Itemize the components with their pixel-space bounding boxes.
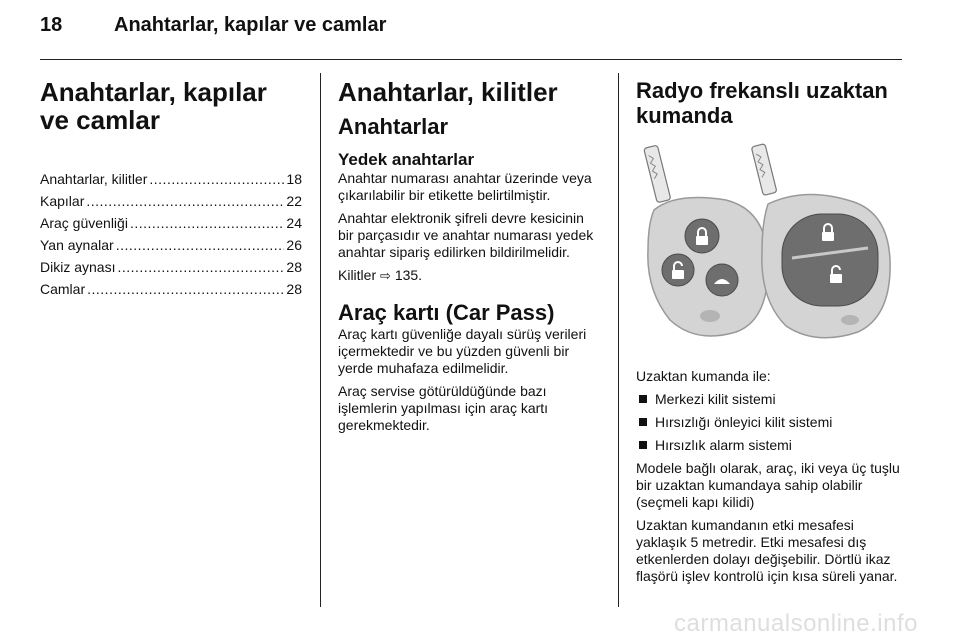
table-of-contents	[40, 168, 302, 300]
section-heading: Anahtarlar, kilitler	[338, 77, 558, 107]
toc-label: Anahtarlar, kilitler	[40, 171, 148, 187]
subsection-heading: Anahtarlar	[338, 114, 449, 139]
toc-label: Kapılar	[40, 193, 85, 209]
toc-label: Camlar	[40, 281, 86, 297]
toc-leader	[86, 190, 284, 212]
toc-label: Dikiz aynası	[40, 259, 116, 275]
remote-paragraph-2: Uzaktan kumandanın etki mesafesi yaklaşık 5 metredir. Etki mesafesi dış etkenlerden dolayı değişebilir. Dörtlü ikaz flaşörü işlev kontrolü için kısa süreli yanar.	[636, 517, 898, 584]
column-contents	[40, 74, 302, 300]
page-header	[40, 14, 386, 37]
column-keys-locks	[338, 74, 598, 440]
toc-entry[interactable]	[40, 190, 302, 212]
toc-label: Yan aynalar	[40, 237, 114, 253]
remote-paragraph-1: Modele bağlı olarak, araç, iki veya üç tuşlu bir uzaktan kumandaya sahip olabilir (seçmeli kapı kilidi)	[636, 460, 900, 510]
car-pass-paragraph-2: Araç servise götürüldüğünde bazı işlemlerin yapılması için araç kartı gerekmektedir.	[338, 383, 549, 433]
spare-keys-paragraph-1: Anahtar numarası anahtar üzerinde veya çıkarılabilir bir etikette belirtilmiştir.	[338, 170, 592, 203]
toc-page: 28	[286, 259, 302, 275]
chapter-title: Anahtarlar, kapılar ve camlar	[114, 14, 387, 36]
remote-feature-list	[636, 391, 902, 454]
toc-page: 18	[286, 171, 302, 187]
list-item: Merkezi kilit sistemi	[636, 391, 902, 408]
toc-leader	[149, 168, 284, 190]
locks-reference[interactable]	[338, 267, 598, 284]
toc-page: 22	[286, 193, 302, 209]
chapter-heading: Anahtarlar, kapılar ve camlar	[40, 77, 267, 135]
toc-leader	[116, 234, 285, 256]
page-number: 18	[40, 14, 63, 36]
toc-entry[interactable]	[40, 256, 302, 278]
locks-ref-page: 135.	[394, 267, 423, 283]
car-pass-paragraph-1: Araç kartı güvenliğe dayalı sürüş verileri içermektedir ve bu yüzden güvenli bir yerde muhafaza edilmelidir.	[338, 326, 587, 376]
watermark: carmanualsonline.info	[674, 610, 918, 637]
remote-intro: Uzaktan kumanda ile:	[636, 368, 771, 384]
column-divider-1	[320, 73, 321, 607]
toc-leader	[117, 256, 284, 278]
locks-ref-label: Kilitler	[338, 267, 377, 283]
spare-keys-paragraph-2: Anahtar elektronik şifreli devre kesicinin bir parçasıdır ve anahtar numarası yedek anahtar sipariş edilirken bildirilmelidir.	[338, 210, 594, 260]
column-remote-control	[636, 74, 902, 591]
remote-keys-illustration	[636, 140, 898, 354]
page-ref-arrow-icon: ⇨	[380, 268, 391, 283]
toc-entry[interactable]	[40, 168, 302, 190]
list-item: Hırsızlık alarm sistemi	[636, 437, 902, 454]
toc-entry[interactable]	[40, 234, 302, 256]
toc-page: 24	[286, 215, 302, 231]
list-item: Hırsızlığı önleyici kilit sistemi	[636, 414, 902, 431]
column-divider-2	[618, 73, 619, 607]
remote-heading: Radyo frekanslı uzaktan kumanda	[636, 78, 888, 128]
toc-leader	[87, 278, 284, 300]
toc-entry[interactable]	[40, 212, 302, 234]
toc-page: 26	[286, 237, 302, 253]
toc-label: Araç güvenliği	[40, 215, 128, 231]
remote-keys-icon	[636, 140, 898, 354]
header-rule	[40, 59, 902, 60]
spare-keys-heading: Yedek anahtarlar	[338, 150, 475, 169]
toc-page: 28	[286, 281, 302, 297]
toc-leader	[130, 212, 284, 234]
car-pass-heading: Araç kartı (Car Pass)	[338, 300, 555, 325]
toc-entry[interactable]	[40, 278, 302, 300]
